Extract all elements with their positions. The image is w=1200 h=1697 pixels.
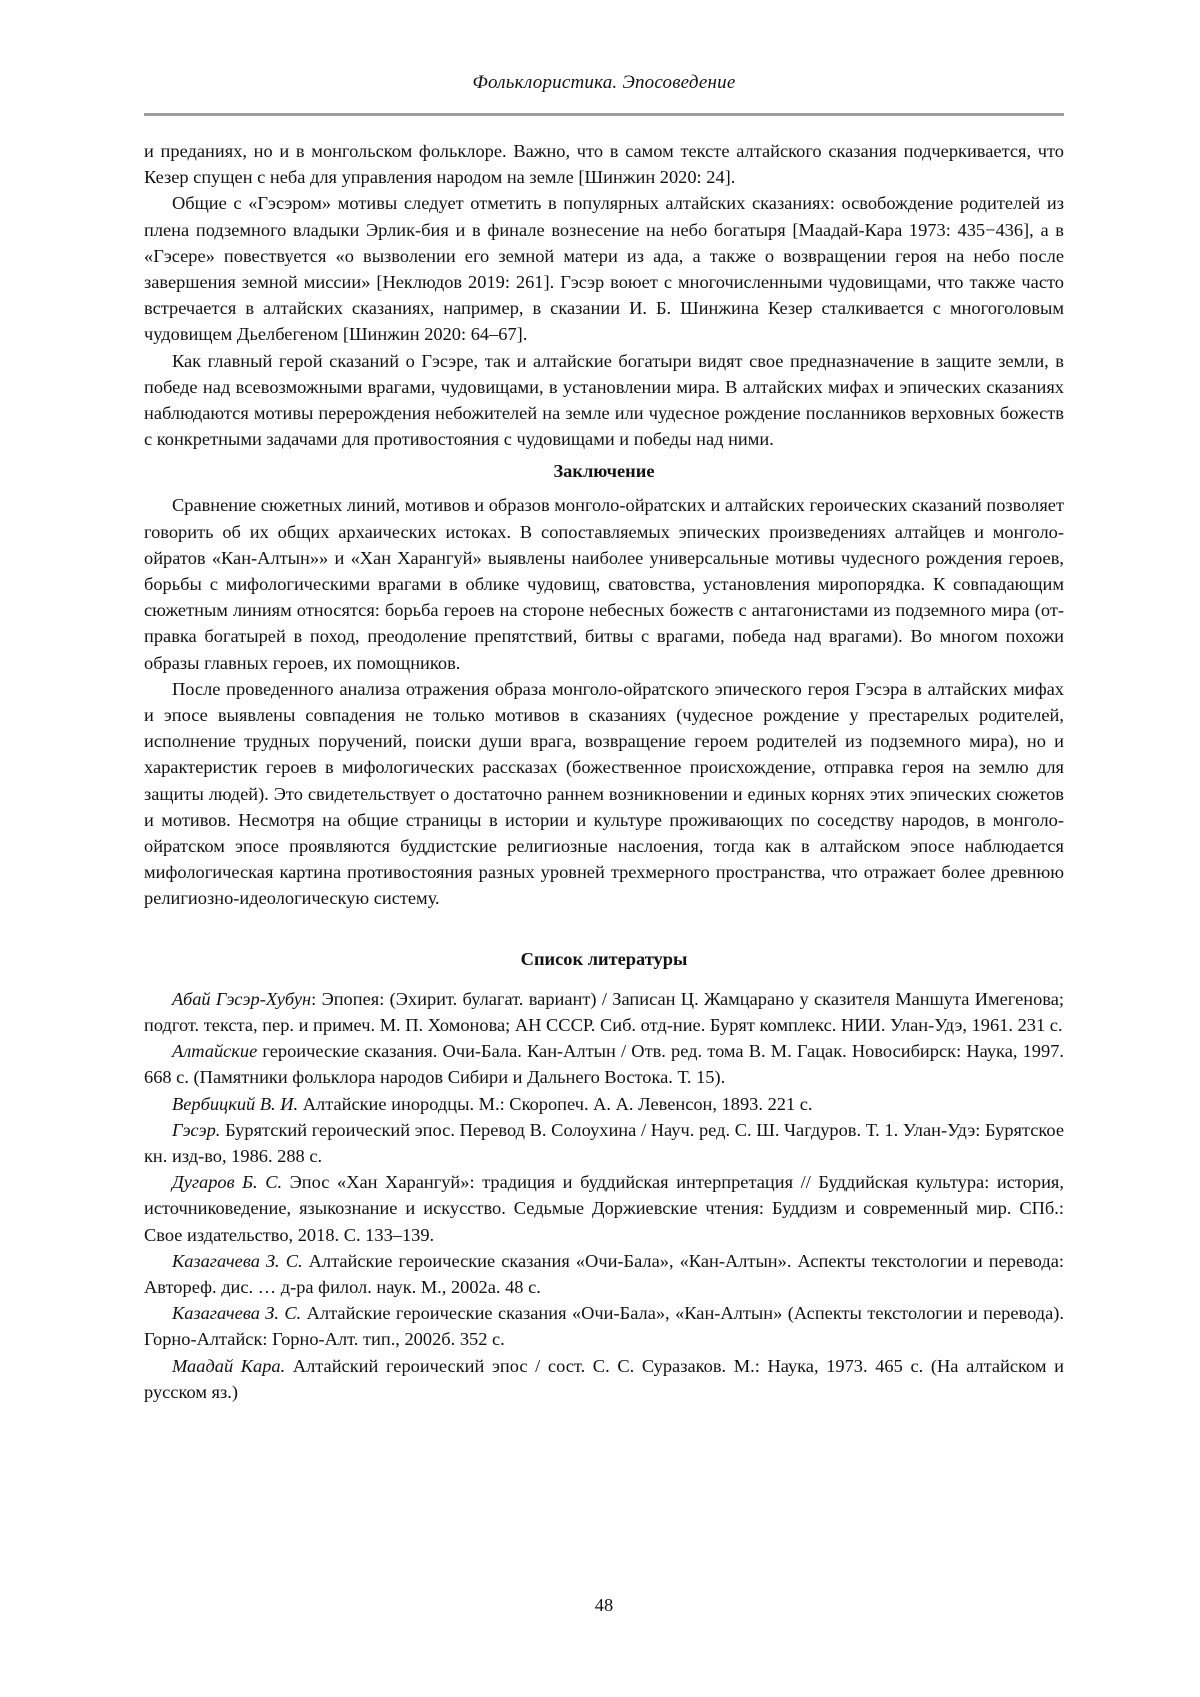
reference-author: Алтайские: [172, 1041, 258, 1062]
reference-item: [144, 986, 1064, 1038]
header-rule: [144, 113, 1064, 116]
reference-text: Алтайские инородцы. М.: Скоропеч. А. А. Левенсон, 1893. 221 с.: [298, 1093, 813, 1114]
reference-author: Дугаров Б. С.: [172, 1172, 283, 1193]
reference-text: Бурятский героический эпос. Перевод В. Солоухина / Науч. ред. С. Ш. Чагдуров. Т. 1. Улан-Удэ: Бурятское кн. изд-во, 1986. 288 с.: [144, 1119, 1064, 1166]
reference-text: Алтайские героические сказания «Очи-Бала», «Кан-Алтын» (Аспекты текстологии и перевода). Горно-Алтайск: Горно-Алт. тип., 2002б. 352 с.: [144, 1303, 1064, 1350]
article-body: [144, 138, 1064, 1405]
reference-author: Казагачева З. С.: [172, 1250, 303, 1271]
reference-item: [144, 1353, 1064, 1405]
section-title-conclusion: Заключение: [553, 461, 655, 482]
page-number: 48: [594, 1595, 614, 1615]
reference-text: Алтайские героические сказания «Очи-Бала», «Кан-Алтын». Аспекты текстологии и перевода: Автореф. дис. … д-ра филол. наук. М., 2002а. 48 с.: [144, 1250, 1064, 1297]
reference-item: [144, 1091, 1064, 1117]
reference-author: Казагачева З. С.: [172, 1303, 302, 1324]
reference-item: [144, 1300, 1064, 1352]
reference-item: [144, 1117, 1064, 1169]
reference-text: Алтайский героический эпос / сост. С. С. Суразаков. М.: Наука, 1973. 465 с. (На алтайском и русском яз.): [144, 1355, 1064, 1402]
reference-text: : Эпопея: (Эхирит. булагат. вариант) / Записан Ц. Жамцарано у сказителя Маншута Имегенова; подгот. текста, пер. и примеч. М. П. Хомонова; АН СССР. Сиб. отд-ние. Бурят комплекс. НИИ. Улан-Удэ, 1961. 231 с.: [144, 988, 1064, 1035]
paragraph: Как главный герой сказаний о Гэсэре, так и алтайские богатыри видят свое предназначение в защите земли, в победе над всевозможными врагами, чудовищами, в установлении мира. В алтайских мифах и эпических сказаниях наблюдаются мотивы перерождения небожителей на земле или чудесное рождение посланников верховных божеств с конкретными задачами для противостояния с чудовищами и победы над ними.: [144, 350, 1064, 450]
reference-author: Абай Гэсэр-Хубун: [172, 988, 312, 1009]
reference-author: Маадай Кара.: [172, 1355, 286, 1376]
reference-text: героические сказания. Очи-Бала. Кан-Алтын / Отв. ред. тома В. М. Гацак. Новосибирск: Наука, 1997. 668 с. (Памятники фольклора народов Сибири и Дальнего Востока. Т. 15).: [144, 1041, 1064, 1088]
paragraph: и преданиях, но и в монгольском фольклоре. Важно, что в самом тексте алтайского сказания подчеркивается, что Кезер спущен с неба для управления народом на земле [Шинжин 2020: 24].: [144, 141, 1064, 188]
paragraph: После проведенного анализа отражения образа монголо-ойратского эпического героя Гэсэра в алтайских мифах и эпосе выявлены совпадения не только мотивов в сказаниях (чудесное рождение у престарелых родителей, исполнение трудных поручений, поиски души врага, возвращение героем родителей из подземного мира), но и характеристик героев в мифологических рассказах (божественное происхождение, отправка героя на землю для защиты людей). Это свидетельствует о достаточно раннем возникновении и единых корнях этих эпических сюжетов и мотивов. Несмотря на общие страницы в истории и культуре проживающих по соседству народов, в монголо-ойратском эпосе проявляются буддистские религиозные наслоения, тогда как в алтайском эпосе наблюдается мифологическая картина противостояния разных уровней трехмерного пространства, что отражает более древнюю религиозно-идеологическую систему.: [144, 678, 1064, 909]
reference-item: [144, 1038, 1064, 1090]
paragraph: Сравнение сюжетных линий, мотивов и образов монголо-ойратских и алтайских героических сказаний позволяет говорить об их общих архаических истоках. В сопоставляемых эпических произведениях алтайцев и монголо-ойратов «Кан-Алтын»» и «Хан Харангуй» выявлены наиболее универсальные мотивы чудесного рождения героев, борьбы с мифологическими врагами в облике чудовищ, сватовства, установления миропорядка. К совпадающим сюжетным линиям относятся: борьба героев на стороне небесных божеств с антагонистами из подземного мира (отправка богатырей в поход, преодоление препятствий, битвы с врагами, победа над врагами). Во многом похожи образы главных героев, их помощников.: [144, 495, 1064, 673]
reference-item: [144, 1248, 1064, 1300]
reference-author: Гэсэр.: [172, 1119, 221, 1140]
reference-item: [144, 1169, 1064, 1248]
reference-text: Эпос «Хан Харангуй»: традиция и буддийская интерпретация // Буддийская культура: история, источниковедение, языкознание и искусство. Седьмые Доржиевские чтения: Буддизм и современный мир. СПб.: Свое издательство, 2018. С. 133–139.: [144, 1172, 1064, 1245]
reference-author: Вербицкий В. И.: [172, 1093, 299, 1114]
running-head: Фольклористика. Эпосоведение: [472, 72, 736, 93]
page: [144, 0, 1064, 1697]
paragraph: Общие с «Гэсэром» мотивы следует отметить в популярных алтайских сказаниях: освобождение родителей из плена подземного владыки Эрлик-бия и в финале вознесение на небо богатыря [Маадай-Кара 1973: 435−436], а в «Гэсере» повествуется «о вызволении его земной матери из ада, а также о возвращении героя на небо после завершения земной миссии» [Неклюдов 2019: 261]. Гэсэр воюет с многочисленными чудовищами, что также часто встречается в алтайских сказаниях, например, в сказании И. Б. Шинжина Кезер сталкивается с многоголовым чудовищем Дьелбегеном [Шинжин 2020: 64–67].: [144, 193, 1064, 345]
section-title-references: Список литературы: [520, 948, 688, 969]
